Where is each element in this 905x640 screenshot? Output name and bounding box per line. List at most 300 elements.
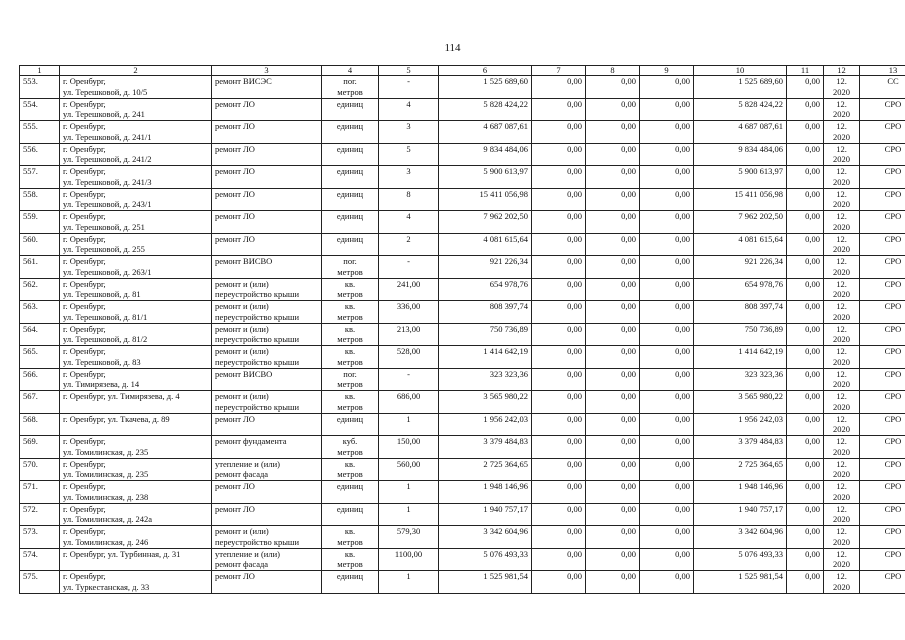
table-row — [20, 436, 905, 459]
amount-cell — [532, 413, 586, 436]
amount-value: 0,00 — [567, 503, 582, 514]
unit-cell — [322, 188, 379, 211]
amount-cell — [532, 436, 586, 459]
work-type-cell — [212, 436, 322, 459]
column-header: 5 — [379, 66, 439, 76]
table-row — [20, 256, 905, 279]
row-number — [20, 233, 60, 256]
row-number-text: 561. — [23, 256, 38, 266]
amount-value: 4 687 087,61 — [483, 121, 528, 131]
quantity-cell — [379, 571, 439, 594]
amount-cell — [787, 548, 824, 571]
amount-value: 0,00 — [675, 143, 690, 154]
work-type-line: ремонт ЛО — [215, 481, 255, 491]
amount-value: 4 081 615,64 — [738, 233, 783, 244]
address-cell — [60, 143, 212, 166]
quantity-cell — [379, 166, 439, 189]
source-cell — [860, 233, 905, 256]
table-row — [20, 346, 905, 369]
amount-cell — [586, 548, 640, 571]
unit-line: единиц — [336, 413, 364, 424]
table-row — [20, 233, 905, 256]
amount-value: 7 962 202,50 — [738, 211, 783, 221]
amount-cell — [640, 166, 694, 189]
amount-cell — [586, 278, 640, 301]
amount-value: 0,00 — [805, 368, 820, 379]
source-code: СРО — [884, 143, 902, 154]
amount-cell — [439, 458, 532, 481]
amount-cell — [439, 143, 532, 166]
amount-cell — [586, 458, 640, 481]
source-code: СРО — [884, 256, 902, 266]
amount-cell — [586, 256, 640, 279]
amount-value: 1 525 981,54 — [738, 571, 783, 581]
amount-value: 2 725 364,65 — [738, 458, 783, 469]
deadline-year: 2020 — [833, 131, 850, 142]
amount-cell — [439, 391, 532, 414]
work-type-cell — [212, 481, 322, 504]
amount-value: 5 900 613,97 — [483, 166, 528, 176]
amount-value: 3 565 980,22 — [483, 391, 528, 401]
amount-value: 4 687 087,61 — [738, 121, 783, 131]
amount-value: 750 736,89 — [744, 323, 783, 334]
amount-value: 808 397,74 — [489, 301, 528, 311]
amount-cell — [439, 166, 532, 189]
amount-value: 0,00 — [621, 121, 636, 131]
quantity-value: 4 — [406, 98, 411, 109]
unit-cell — [322, 98, 379, 121]
amount-cell — [586, 503, 640, 526]
amount-value: 0,00 — [805, 323, 820, 334]
quantity-cell — [379, 301, 439, 324]
amount-value: 0,00 — [675, 188, 690, 199]
work-type-line: ремонт и (или) — [215, 346, 269, 356]
deadline-year: 2020 — [833, 581, 850, 592]
table-row — [20, 121, 905, 144]
source-code: СРО — [884, 368, 902, 379]
amount-value: 1 956 242,03 — [738, 413, 783, 424]
unit-cell — [322, 368, 379, 391]
amount-value: 0,00 — [805, 143, 820, 154]
deadline-year: 2020 — [833, 289, 850, 299]
deadline-cell — [824, 413, 860, 436]
quantity-value: 560,00 — [396, 458, 421, 469]
amount-cell — [532, 98, 586, 121]
amount-cell — [787, 233, 824, 256]
amount-cell — [787, 301, 824, 324]
amount-cell — [640, 256, 694, 279]
deadline-year: 2020 — [833, 469, 850, 479]
quantity-cell — [379, 233, 439, 256]
work-type-line: переустройство крыши — [215, 401, 300, 412]
amount-value: 0,00 — [675, 98, 690, 109]
amount-value: 0,00 — [621, 368, 636, 379]
amount-value: 0,00 — [805, 526, 820, 536]
source-code: СРО — [884, 211, 902, 221]
deadline-year: 2020 — [833, 266, 850, 277]
unit-cell — [322, 548, 379, 571]
deadline-month: 12. — [836, 571, 847, 581]
deadline-year: 2020 — [833, 154, 850, 164]
address-line: ул. Томилинская, д. 235 — [63, 469, 149, 479]
row-number-text: 566. — [23, 368, 38, 379]
amount-cell — [532, 76, 586, 99]
row-number — [20, 76, 60, 99]
unit-line: единиц — [336, 98, 364, 109]
address-line: ул. Терешковой, д. 83 — [63, 356, 141, 367]
column-header: 3 — [212, 66, 322, 76]
amount-cell — [787, 278, 824, 301]
source-code: СРО — [884, 166, 902, 176]
quantity-value: 5 — [406, 143, 411, 154]
column-header: 9 — [640, 66, 694, 76]
deadline-month: 12. — [836, 233, 847, 244]
amount-cell — [439, 278, 532, 301]
amount-cell — [586, 368, 640, 391]
work-type-cell — [212, 301, 322, 324]
row-number — [20, 188, 60, 211]
quantity-cell — [379, 98, 439, 121]
amount-cell — [532, 481, 586, 504]
amount-value: 0,00 — [675, 368, 690, 379]
source-code: СРО — [884, 413, 902, 424]
deadline-year: 2020 — [833, 401, 850, 412]
unit-cell — [322, 278, 379, 301]
amount-value: 0,00 — [805, 76, 820, 86]
row-number — [20, 143, 60, 166]
amount-value: 0,00 — [567, 346, 582, 356]
amount-value: 0,00 — [805, 481, 820, 491]
amount-cell — [694, 143, 787, 166]
work-type-cell — [212, 76, 322, 99]
unit-line: единиц — [336, 143, 364, 154]
quantity-value: 528,00 — [396, 346, 421, 356]
amount-value: 1 948 146,96 — [483, 481, 528, 491]
source-cell — [860, 503, 905, 526]
quantity-cell — [379, 503, 439, 526]
amount-value: 0,00 — [567, 413, 582, 424]
deadline-cell — [824, 301, 860, 324]
amount-value: 323 323,36 — [744, 368, 783, 379]
source-code: СРО — [884, 481, 902, 491]
amount-cell — [532, 256, 586, 279]
amount-cell — [787, 76, 824, 99]
quantity-cell — [379, 346, 439, 369]
amount-value: 0,00 — [567, 121, 582, 131]
work-type-line: ремонт ЛО — [215, 211, 255, 221]
table-row — [20, 188, 905, 211]
unit-line: метров — [337, 311, 363, 322]
column-header: 10 — [694, 66, 787, 76]
work-type-cell — [212, 98, 322, 121]
table-row — [20, 503, 905, 526]
source-cell — [860, 323, 905, 346]
address-line: г. Оренбург, — [63, 436, 106, 446]
unit-cell — [322, 166, 379, 189]
row-number-text: 568. — [23, 413, 38, 424]
unit-line: кв. — [344, 391, 356, 401]
work-type-line: ремонт фасада — [215, 559, 269, 569]
amount-cell — [439, 76, 532, 99]
deadline-cell — [824, 143, 860, 166]
unit-cell — [322, 571, 379, 594]
amount-cell — [640, 548, 694, 571]
amount-value: 0,00 — [621, 256, 636, 266]
table-row — [20, 323, 905, 346]
amount-cell — [586, 323, 640, 346]
source-cell — [860, 413, 905, 436]
source-code: СРО — [884, 233, 902, 244]
unit-line: единиц — [336, 121, 364, 131]
unit-line: куб. — [342, 436, 358, 446]
amount-cell — [694, 346, 787, 369]
address-line: г. Оренбург, — [63, 323, 106, 334]
address-cell — [60, 278, 212, 301]
source-cell — [860, 121, 905, 144]
address-line: ул. Томилинская, д. 235 — [63, 446, 149, 457]
address-line: ул. Терешковой, д. 241 — [63, 109, 145, 119]
amount-cell — [439, 413, 532, 436]
source-cell — [860, 211, 905, 234]
amount-cell — [439, 256, 532, 279]
amount-value: 0,00 — [567, 323, 582, 334]
amount-cell — [694, 233, 787, 256]
address-cell — [60, 548, 212, 571]
deadline-cell — [824, 98, 860, 121]
amount-cell — [694, 323, 787, 346]
address-line: ул. Терешковой, д. 10/5 — [63, 86, 148, 97]
address-line: г. Оренбург, — [63, 166, 106, 176]
source-cell — [860, 188, 905, 211]
amount-cell — [787, 323, 824, 346]
source-cell — [860, 166, 905, 189]
amount-cell — [694, 166, 787, 189]
work-type-line: ремонт ВИСВО — [215, 256, 273, 266]
amount-value: 0,00 — [805, 211, 820, 221]
amount-cell — [439, 188, 532, 211]
amount-cell — [787, 481, 824, 504]
table-row — [20, 548, 905, 571]
amount-cell — [439, 571, 532, 594]
table-row — [20, 98, 905, 121]
work-type-line: ремонт ЛО — [215, 503, 255, 514]
table-row — [20, 211, 905, 234]
source-code: СРО — [884, 458, 902, 469]
address-line: г. Оренбург, — [63, 346, 106, 356]
table-row — [20, 301, 905, 324]
amount-value: 0,00 — [805, 571, 820, 581]
source-cell — [860, 368, 905, 391]
source-code: СРО — [884, 548, 902, 559]
unit-line: кв. — [344, 548, 356, 559]
source-code: СРО — [884, 98, 902, 109]
source-code: СРО — [884, 436, 902, 446]
amount-value: 0,00 — [675, 278, 690, 289]
deadline-cell — [824, 256, 860, 279]
amount-value: 0,00 — [621, 571, 636, 581]
quantity-value: 1 — [406, 413, 411, 424]
address-line: ул. Тимирязева, д. 14 — [63, 379, 140, 389]
quantity-value: - — [407, 76, 410, 86]
table-row — [20, 166, 905, 189]
amount-cell — [532, 166, 586, 189]
unit-cell — [322, 143, 379, 166]
amount-value: 1 525 981,54 — [483, 571, 528, 581]
amount-cell — [532, 323, 586, 346]
amount-value: 0,00 — [621, 98, 636, 109]
amount-cell — [586, 121, 640, 144]
amount-value: 1 940 757,17 — [483, 503, 528, 514]
work-type-cell — [212, 526, 322, 549]
row-number — [20, 98, 60, 121]
amount-cell — [694, 98, 787, 121]
amount-value: 921 226,34 — [744, 256, 783, 266]
deadline-month: 12. — [836, 526, 847, 536]
work-type-cell — [212, 256, 322, 279]
address-line: ул. Томилинская, д. 246 — [63, 536, 149, 547]
work-type-line: ремонт ЛО — [215, 571, 255, 581]
amount-value: 0,00 — [567, 278, 582, 289]
amount-value: 2 725 364,65 — [483, 458, 528, 469]
address-line: г. Оренбург, — [63, 256, 106, 266]
unit-cell — [322, 346, 379, 369]
quantity-cell — [379, 458, 439, 481]
amount-cell — [787, 211, 824, 234]
address-line: ул. Томилинская, д. 238 — [63, 491, 149, 502]
amount-cell — [532, 143, 586, 166]
work-type-line: ремонт и (или) — [215, 301, 269, 311]
source-cell — [860, 571, 905, 594]
work-type-line: ремонт ЛО — [215, 143, 255, 154]
amount-cell — [439, 98, 532, 121]
amount-cell — [586, 571, 640, 594]
column-header: 7 — [532, 66, 586, 76]
unit-line: кв. — [344, 278, 356, 289]
source-cell — [860, 458, 905, 481]
amount-cell — [532, 121, 586, 144]
deadline-month: 12. — [836, 391, 847, 401]
address-line: ул. Терешковой, д. 241/1 — [63, 131, 152, 142]
amount-cell — [532, 211, 586, 234]
work-type-cell — [212, 278, 322, 301]
amount-cell — [694, 211, 787, 234]
deadline-cell — [824, 436, 860, 459]
work-type-line: ремонт и (или) — [215, 391, 269, 401]
deadline-year: 2020 — [833, 244, 850, 254]
amount-value: 0,00 — [805, 98, 820, 109]
unit-cell — [322, 413, 379, 436]
row-number-text: 558. — [23, 188, 38, 199]
deadline-cell — [824, 548, 860, 571]
address-line: г. Оренбург, — [63, 458, 106, 469]
address-line: г. Оренбург, — [63, 188, 106, 199]
unit-line: единиц — [336, 188, 364, 199]
amount-cell — [640, 571, 694, 594]
quantity-value: 4 — [406, 211, 411, 221]
amount-value: 1 948 146,96 — [738, 481, 783, 491]
amount-value: 0,00 — [805, 391, 820, 401]
quantity-cell — [379, 481, 439, 504]
amount-value: 3 342 604,96 — [738, 526, 783, 536]
unit-cell — [322, 76, 379, 99]
unit-line: пог. — [343, 76, 357, 86]
amount-value: 0,00 — [675, 211, 690, 221]
amount-value: 15 411 056,98 — [734, 188, 783, 199]
deadline-year: 2020 — [833, 221, 850, 232]
deadline-month: 12. — [836, 413, 847, 424]
amount-value: 0,00 — [805, 413, 820, 424]
amount-cell — [694, 256, 787, 279]
row-number-text: 560. — [23, 233, 38, 244]
amount-value: 0,00 — [675, 548, 690, 559]
source-code: СРО — [884, 526, 902, 536]
work-type-cell — [212, 346, 322, 369]
source-cell — [860, 346, 905, 369]
amount-cell — [787, 526, 824, 549]
deadline-year: 2020 — [833, 559, 850, 569]
work-type-cell — [212, 323, 322, 346]
amount-cell — [694, 481, 787, 504]
amount-cell — [694, 121, 787, 144]
work-type-line: ремонт фасада — [215, 469, 269, 479]
deadline-month: 12. — [836, 256, 847, 266]
work-type-line: переустройство крыши — [215, 356, 300, 367]
quantity-cell — [379, 188, 439, 211]
row-number-text: 559. — [23, 211, 38, 221]
amount-value: 5 900 613,97 — [738, 166, 783, 176]
work-type-cell — [212, 458, 322, 481]
amount-cell — [439, 121, 532, 144]
deadline-year: 2020 — [833, 356, 850, 367]
amount-cell — [586, 436, 640, 459]
amount-value: 0,00 — [675, 571, 690, 581]
quantity-value: 2 — [406, 233, 411, 244]
amount-value: 9 834 484,06 — [738, 143, 783, 154]
work-type-line: ремонт и (или) — [215, 526, 269, 536]
address-line: г. Оренбург, ул. Тимирязева, д. 4 — [63, 391, 180, 401]
work-type-line: ремонт ЛО — [215, 413, 255, 424]
row-number — [20, 301, 60, 324]
amount-value: 0,00 — [675, 436, 690, 446]
amount-cell — [640, 188, 694, 211]
deadline-month: 12. — [836, 323, 847, 334]
unit-line: единиц — [336, 503, 364, 514]
unit-line: единиц — [336, 233, 364, 244]
amount-cell — [439, 323, 532, 346]
unit-line: метров — [337, 401, 363, 412]
amount-value: 750 736,89 — [489, 323, 528, 334]
unit-cell — [322, 436, 379, 459]
unit-cell — [322, 301, 379, 324]
unit-cell — [322, 481, 379, 504]
quantity-value: 150,00 — [396, 436, 421, 446]
amount-cell — [532, 301, 586, 324]
address-cell — [60, 458, 212, 481]
quantity-value: - — [407, 256, 410, 266]
amount-cell — [787, 368, 824, 391]
row-number — [20, 481, 60, 504]
quantity-cell — [379, 368, 439, 391]
quantity-value: 241,00 — [396, 278, 421, 289]
amount-cell — [532, 458, 586, 481]
deadline-month: 12. — [836, 121, 847, 131]
amount-cell — [586, 76, 640, 99]
amount-value: 7 962 202,50 — [483, 211, 528, 221]
amount-cell — [439, 548, 532, 571]
amount-value: 0,00 — [675, 503, 690, 514]
table-row — [20, 458, 905, 481]
deadline-year: 2020 — [833, 514, 850, 524]
